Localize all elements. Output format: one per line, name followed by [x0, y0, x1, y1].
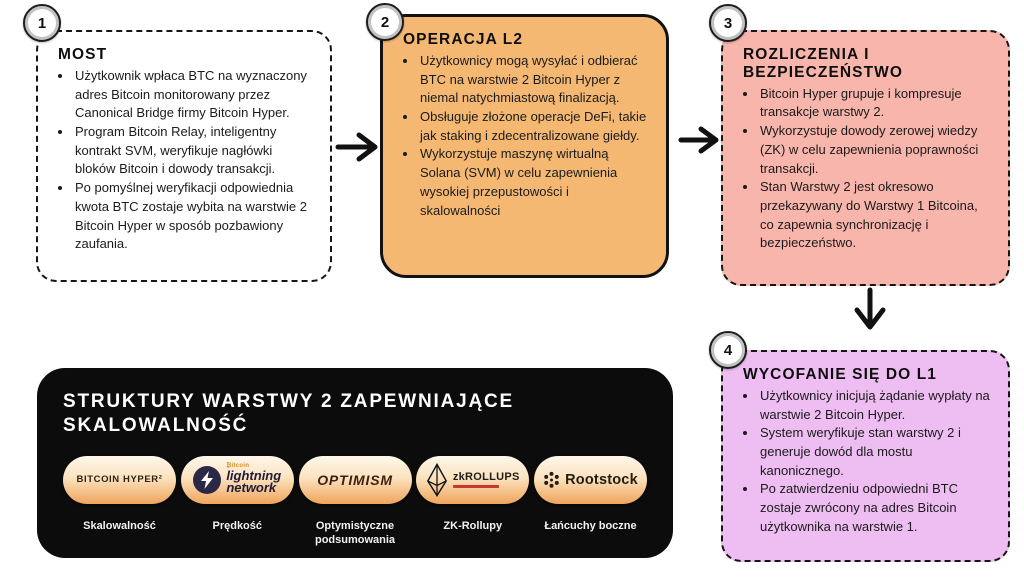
panel-title-line2: SKALOWALNOŚĆ	[63, 415, 249, 437]
ethereum-diamond-icon	[426, 463, 448, 497]
badge-lightning-network	[181, 456, 294, 534]
optimism-wordmark: OPTIMISM	[317, 471, 393, 488]
step-title: MOST	[58, 46, 108, 63]
bullet-item: • Użytkownik wpłaca BTC na wyznaczony adres Bitcoin monitorowany przez Canonical Bridge firmy Bitcoin Hyper.	[73, 67, 314, 123]
badge-label: Łańcuchy boczne	[544, 519, 637, 532]
bullet-item: • Program Bitcoin Relay, inteligentny kontrakt SVM, weryfikuje nagłówki bloków Bitcoin i dowody transakcji.	[73, 123, 314, 179]
arrow-down-icon	[848, 287, 892, 339]
step-box-wycofanie	[721, 350, 1010, 562]
step-title: OPERACJA L2	[403, 31, 524, 48]
bullet-item: • System weryfikuje stan warstwy 2 i generuje dowód dla mostu kanonicznego.	[758, 424, 992, 480]
bullet-item: • Użytkownicy mogą wysyłać i odbierać BTC na warstwie 2 Bitcoin Hyper z niemal natychmiastową finalizacją.	[418, 52, 650, 108]
badge-rootstock	[534, 456, 647, 534]
optimism-logo	[299, 456, 412, 504]
zk-rollups-logo	[416, 456, 529, 504]
rootstock-logo	[534, 456, 647, 504]
step-bullets	[56, 67, 314, 254]
badge-label: Prędkość	[212, 519, 263, 532]
step-box-most	[36, 30, 332, 282]
bullet-item: • Użytkownicy inicjują żądanie wypłaty na warstwie 2 Bitcoin Hyper.	[758, 387, 992, 424]
bullet-item: • Obsługuje złożone operacje DeFi, takie jak staking i zdecentralizowane giełdy.	[418, 108, 650, 145]
step-title: WYCOFANIE SIĘ DO L1	[743, 366, 938, 383]
bitcoin-wordmark-small: ₿itcoin	[226, 463, 250, 470]
step-number-badge	[23, 4, 61, 42]
step-title: ROZLICZENIA I BEZPIECZEŃSTWO	[743, 46, 904, 81]
badge-bitcoin-hyper	[63, 456, 176, 534]
bullet-item: • Po pomyślnej weryfikacji odpowiednia kwota BTC zostaje wybita na warstwie 2 Bitcoin Hyper w sposób pozbawiony zaufania.	[73, 179, 314, 254]
bullet-item: • Wykorzystuje maszynę wirtualną Solana (SVM) w celu zapewnienia wysokiej przepustowości i skalowalności	[418, 145, 650, 220]
bullet-item: • Po zatwierdzeniu odpowiedni BTC zostaje zwrócony na adres Bitcoin użytkownika na warstwie 1.	[758, 480, 992, 536]
bullet-item: • Bitcoin Hyper grupuje i kompresuje transakcje warstwy 2.	[758, 85, 992, 122]
layer2-structures-panel	[37, 368, 673, 558]
zk-rollups-text: zkROLLUPS	[452, 471, 520, 484]
network-word: network	[226, 480, 277, 496]
step-number: 2	[380, 13, 390, 31]
lightning-word: lightning	[226, 468, 282, 484]
bullet-item: • Wykorzystuje dowody zerowej wiedzy (ZK) w celu zapewnienia poprawności transakcji.	[758, 122, 992, 178]
lightning-bolt-icon	[193, 466, 221, 494]
badge-zk-rollups	[416, 456, 529, 534]
step-box-rozliczenia	[721, 30, 1010, 286]
badges-row	[63, 456, 647, 549]
badge-label: ZK-Rollupy	[443, 519, 503, 532]
rootstock-dots-icon	[543, 471, 560, 488]
step-box-operacja-l2	[380, 14, 669, 278]
step-number: 3	[723, 14, 733, 32]
arrow-right-icon	[335, 128, 381, 166]
step-number: 1	[37, 14, 47, 32]
panel-title	[63, 390, 647, 439]
badge-label: Skalowalność	[83, 519, 156, 532]
panel-title-line1: STRUKTURY WARSTWY 2 ZAPEWNIAJĄCE	[63, 391, 514, 412]
step-number-badge	[709, 331, 747, 369]
rootstock-wordmark: Rootstock	[565, 471, 638, 488]
bitcoin-hyper-wordmark: BITCOIN HYPER²	[76, 474, 163, 486]
step-bullets	[741, 387, 992, 537]
badge-optimism	[299, 456, 412, 549]
step-bullets	[741, 85, 992, 253]
lightning-network-logo	[181, 456, 294, 504]
badge-label: Optymistyczne podsumowania	[314, 519, 396, 547]
bullet-item: • Stan Warstwy 2 jest okresowo przekazywany do Warstwy 1 Bitcoina, co zapewnia synchronizację i bezpieczeństwo.	[758, 178, 992, 253]
zk-rollups-tagline-bar	[453, 485, 499, 488]
step-bullets	[401, 52, 650, 220]
step-number-badge	[709, 4, 747, 42]
zk-rollups-wordmark	[453, 471, 520, 488]
step-number: 4	[723, 341, 733, 359]
lightning-network-wordmark	[226, 464, 281, 494]
step-number-badge	[366, 3, 404, 41]
bitcoin-hyper-logo	[63, 456, 176, 504]
arrow-right-icon	[678, 121, 722, 159]
